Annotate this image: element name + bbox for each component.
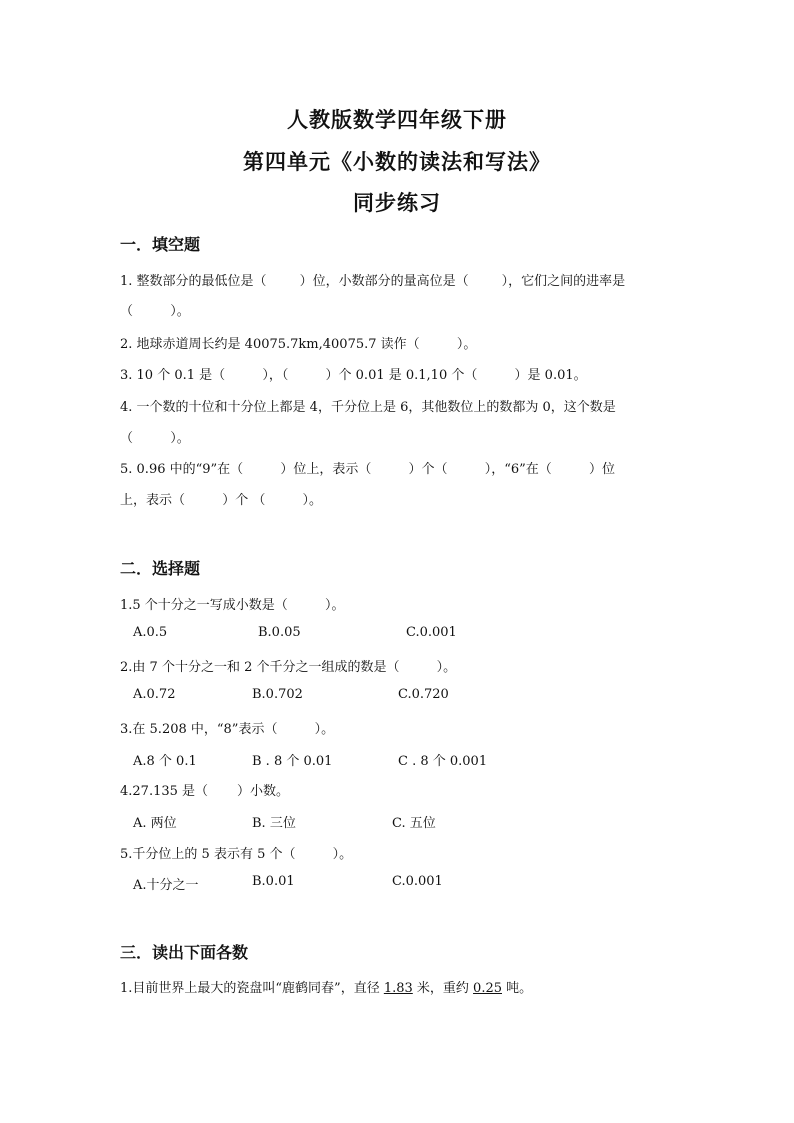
question-line: 上，表示（ ）个 （ ）。 (120, 493, 323, 508)
question-line: （ ）。 (120, 304, 190, 319)
choice-options (133, 687, 553, 705)
option-b: B.0.05 (258, 625, 301, 640)
choice-question: 3.在 5.208 中，“8”表示（ ）。 (120, 722, 335, 737)
option-a: A.0.72 (133, 687, 176, 702)
option-c: C.0.001 (406, 625, 457, 640)
read-question-text: 1.目前世界上最大的瓷盘叫“鹿鹤同春”，直径 (120, 981, 384, 996)
section-heading-fill-blank: 一．填空题 (120, 235, 201, 254)
choice-question: 5.千分位上的 5 表示有 5 个（ ）。 (120, 847, 353, 862)
option-a: A. 两位 (133, 816, 177, 831)
read-question-text: 米，重约 (412, 981, 474, 996)
choice-question: 1.5 个十分之一写成小数是（ ）。 (120, 598, 345, 613)
option-b: B . 8 个 0.01 (252, 754, 333, 769)
title-line-2: 第四单元《小数的读法和写法》 (243, 149, 551, 174)
option-a: A.十分之一 (133, 878, 199, 893)
option-c: C. 五位 (392, 816, 436, 831)
option-b: B.0.702 (252, 687, 303, 702)
question-line: 3. 10 个 0.1 是（ ），（ ）个 0.01 是 0.1,10 个（ ）是 0.01。 (120, 368, 587, 383)
section-heading-choice: 二．选择题 (120, 559, 201, 578)
choice-options (133, 625, 553, 643)
section-heading-read-numbers: 三．读出下面各数 (120, 943, 249, 962)
underlined-number: 0.25 (473, 981, 502, 996)
option-c: C.0.720 (398, 687, 449, 702)
option-c: C.0.001 (392, 874, 443, 889)
underlined-number: 1.83 (383, 981, 413, 996)
option-a: A.0.5 (133, 625, 168, 640)
option-b: B. 三位 (252, 816, 296, 831)
option-c: C . 8 个 0.001 (398, 754, 488, 769)
read-question (120, 977, 532, 996)
question-line: 5. 0.96 中的“9”在（ ）位上，表示（ ）个（ ），“6”在（ ）位 (120, 462, 616, 477)
question-line: （ ）。 (120, 431, 190, 446)
choice-question: 4.27.135 是（ ）小数。 (120, 784, 289, 799)
title-line-3: 同步练习 (353, 190, 441, 215)
choice-question: 2.由 7 个十分之一和 2 个千分之一组成的数是（ ）。 (120, 660, 457, 675)
question-line: 2. 地球赤道周长约是 40075.7km,40075.7 读作（ ）。 (120, 337, 477, 352)
choice-options (133, 750, 553, 768)
read-question-text: 吨。 (502, 981, 533, 996)
option-b: B.0.01 (252, 874, 295, 889)
option-a: A.8 个 0.1 (133, 754, 197, 769)
question-line: 1. 整数部分的最低位是（ ）位，小数部分的量高位是（ ），它们之间的进率是 (120, 274, 626, 289)
choice-options (133, 874, 553, 892)
question-line: 4. 一个数的十位和十分位上都是 4，千分位上是 6，其他数位上的数都为 0，这个数是 (120, 400, 616, 415)
choice-options (133, 812, 553, 830)
title-line-1: 人教版数学四年级下册 (287, 107, 507, 132)
